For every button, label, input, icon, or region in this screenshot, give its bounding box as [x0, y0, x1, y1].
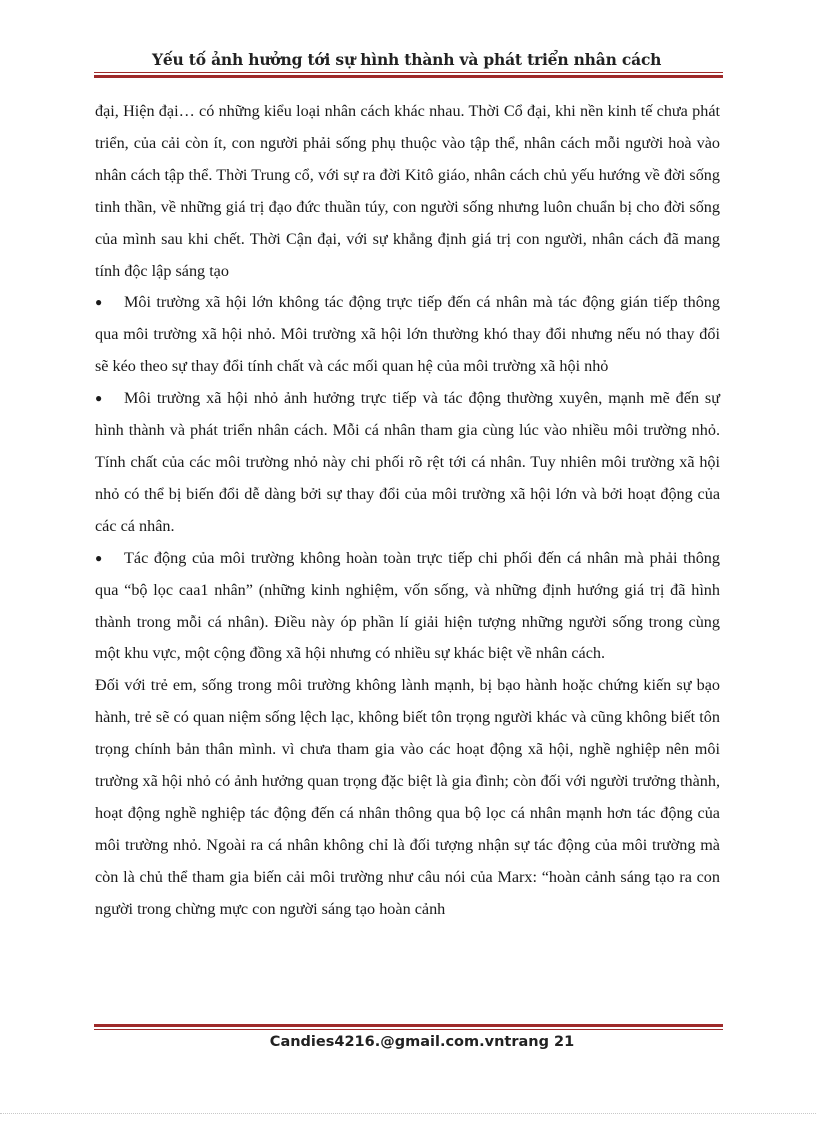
page-footer	[0, 1034, 816, 1050]
footer-text: Candies4216.@gmail.com.vntrang 21	[269, 1034, 575, 1050]
bullet-item	[95, 543, 720, 671]
bullet-icon: ●	[95, 295, 103, 310]
closing-paragraph: Đối với trẻ em, sống trong môi trường không lành mạnh, bị bạo hành hoặc chứng kiến sự bạo hành, trẻ sẽ có quan niệm sống lệch lạc, không biết tôn trọng người khác và cũng không biết tôn trọng chính bản thân mình. vì chưa tham gia vào các hoạt động xã hội, nghề nghiệp nên môi trường xã hội nhỏ có ảnh hưởng quan trọng đặc biệt là gia đình; còn đối với người trưởng thành, hoạt động nghề nghiệp tác động đến cá nhân thông qua bộ lọc cá nhân mạnh hơn tác động của môi trường nhỏ. Ngoài ra cá nhân không chỉ là đối tượng nhận sự tác động của môi trường mà còn là chủ thể tham gia biến cải môi trường như câu nói của Marx: “hoàn cảnh sáng tạo ra con người trong chừng mực con người sáng tạo hoàn cảnh	[95, 676, 720, 918]
document-body	[95, 96, 720, 926]
bullet-icon: ●	[95, 391, 103, 406]
intro-paragraph: đại, Hiện đại… có những kiểu loại nhân cách khác nhau. Thời Cổ đại, khi nền kinh tế chưa phát triển, của cải còn ít, con người phải sống phụ thuộc vào tập thể, nhân cách mỗi người hoà vào nhân cách tập thể. Thời Trung cổ, với sự ra đời Kitô giáo, nhân cách chủ yếu hướng về đời sống tinh thần, về những giá trị đạo đức thuần túy, con người sống nhưng luôn chuẩn bị cho đời sống của mình sau khi chết. Thời Cận đại, với sự khẳng định giá trị con người, nhân cách đã mang tính độc lập sáng tạo	[95, 102, 720, 280]
bullet-text: Tác động của môi trường không hoàn toàn trực tiếp chi phối đến cá nhân mà phải thông qua “bộ lọc caa1 nhân” (những kinh nghiệm, vốn sống, và những định hướng giá trị đã hình thành trong mỗi cá nhân). Điều này óp phần lí giải hiện tượng những người sống trong cùng một khu vực, một cộng đồng xã hội nhưng có nhiều sự khác biệt về nhân cách.	[95, 548, 720, 663]
bullet-text: Môi trường xã hội lớn không tác động trực tiếp đến cá nhân mà tác động gián tiếp thông qua môi trường xã hội nhỏ. Môi trường xã hội lớn thường khó thay đổi nhưng nếu nó thay đổi sẽ kéo theo sự thay đổi tính chất và các mối quan hệ của môi trường xã hội nhỏ	[95, 293, 720, 376]
bullet-item	[95, 287, 720, 383]
bullet-icon: ●	[95, 550, 103, 565]
header-divider	[94, 72, 723, 78]
footer-divider	[94, 1024, 723, 1030]
page-header-title: Yếu tố ảnh hưởng tới sự hình thành và phát triển nhân cách	[152, 50, 662, 69]
bullet-item	[95, 383, 720, 543]
page-edge-divider	[0, 1113, 816, 1114]
bullet-text: Môi trường xã hội nhỏ ảnh hưởng trực tiếp và tác động thường xuyên, mạnh mẽ đến sự hình thành và phát triển nhân cách. Mỗi cá nhân tham gia cùng lúc vào nhiều môi trường nhỏ. Tính chất của các môi trường nhỏ này chi phối rõ rệt tới cá nhân. Tuy nhiên môi trường xã hội nhỏ có thể bị biến đổi dễ dàng bởi sự thay đổi của môi trường xã hội lớn và bởi hoạt động của các cá nhân.	[95, 389, 720, 535]
